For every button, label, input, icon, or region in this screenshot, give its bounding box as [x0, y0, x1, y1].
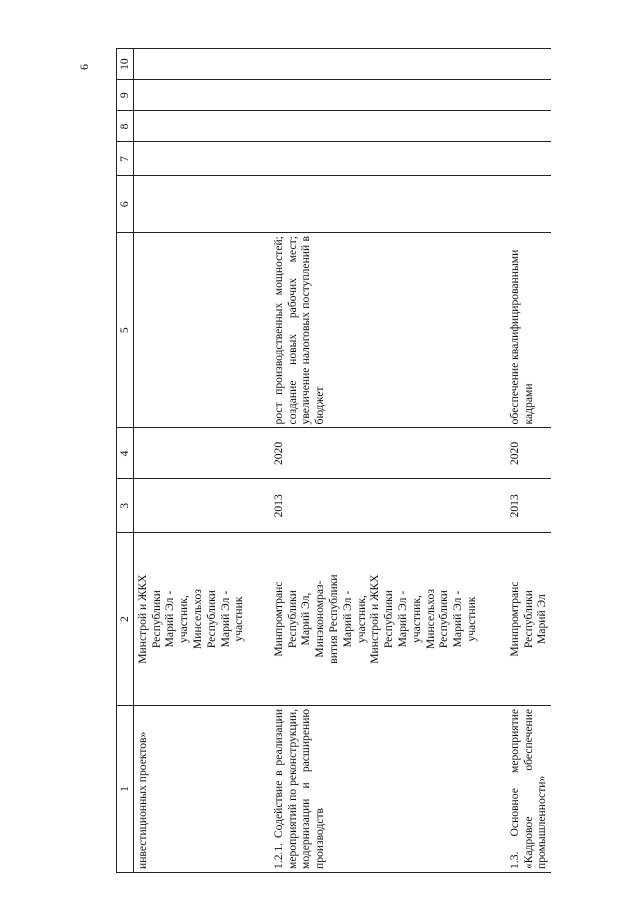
start-year-cell: 2013 [270, 479, 506, 533]
end-year-cell: 2020 [506, 428, 551, 479]
program-table [116, 48, 551, 873]
column-header: 9 [117, 80, 134, 111]
end-year-cell: 2020 [270, 428, 506, 479]
column-header: 6 [117, 176, 134, 233]
column-header: 4 [117, 428, 134, 479]
start-year-cell [133, 479, 270, 533]
start-year-cell: 2013 [506, 479, 551, 533]
result-cell [133, 233, 270, 428]
column-header: 10 [117, 49, 134, 80]
activity-name-cell: 1.2.1. Содействие в реализации мероприятий по реконструкции, модернизации и расширению производств [270, 705, 506, 872]
column-header: 7 [117, 142, 134, 176]
column-header: 8 [117, 111, 134, 142]
activity-name-cell: инвестиционных проектов» [133, 705, 270, 872]
result-cell: рост производственных мощностей; создание новых рабочих мест; увеличение налоговых поступлений в бюджет [270, 233, 506, 428]
end-year-cell [133, 428, 270, 479]
result-cell: обеспечение квалифицированными кадрами [506, 233, 551, 428]
header-row [117, 49, 134, 873]
table-row [133, 49, 270, 873]
column-header: 3 [117, 479, 134, 533]
page-number: 6 [77, 64, 91, 70]
executor-cell: Минпромтранс Республики Марий Эл [506, 533, 551, 706]
column-header: 2 [117, 533, 134, 706]
column-header: 5 [117, 233, 134, 428]
rotated-table-container [116, 48, 549, 873]
activity-name-cell: 1.3. Основное мероприятие «Кадровое обеспечение промышленности» [506, 705, 551, 872]
executor-cell: Минпромтранс Республики Марий Эл, Минэкономраз- вития Республики Марий Эл - участник, Минстрой и ЖКХ Республики Марий Эл - участник, Минсельхоз Республики Марий Эл - участник [270, 533, 506, 706]
executor-cell: Минстрой и ЖКХ Республики Марий Эл - участник, Минсельхоз Республики Марий Эл - участник [133, 533, 270, 706]
table-row [270, 49, 506, 873]
column-header: 1 [117, 705, 134, 872]
table-row [506, 49, 551, 873]
